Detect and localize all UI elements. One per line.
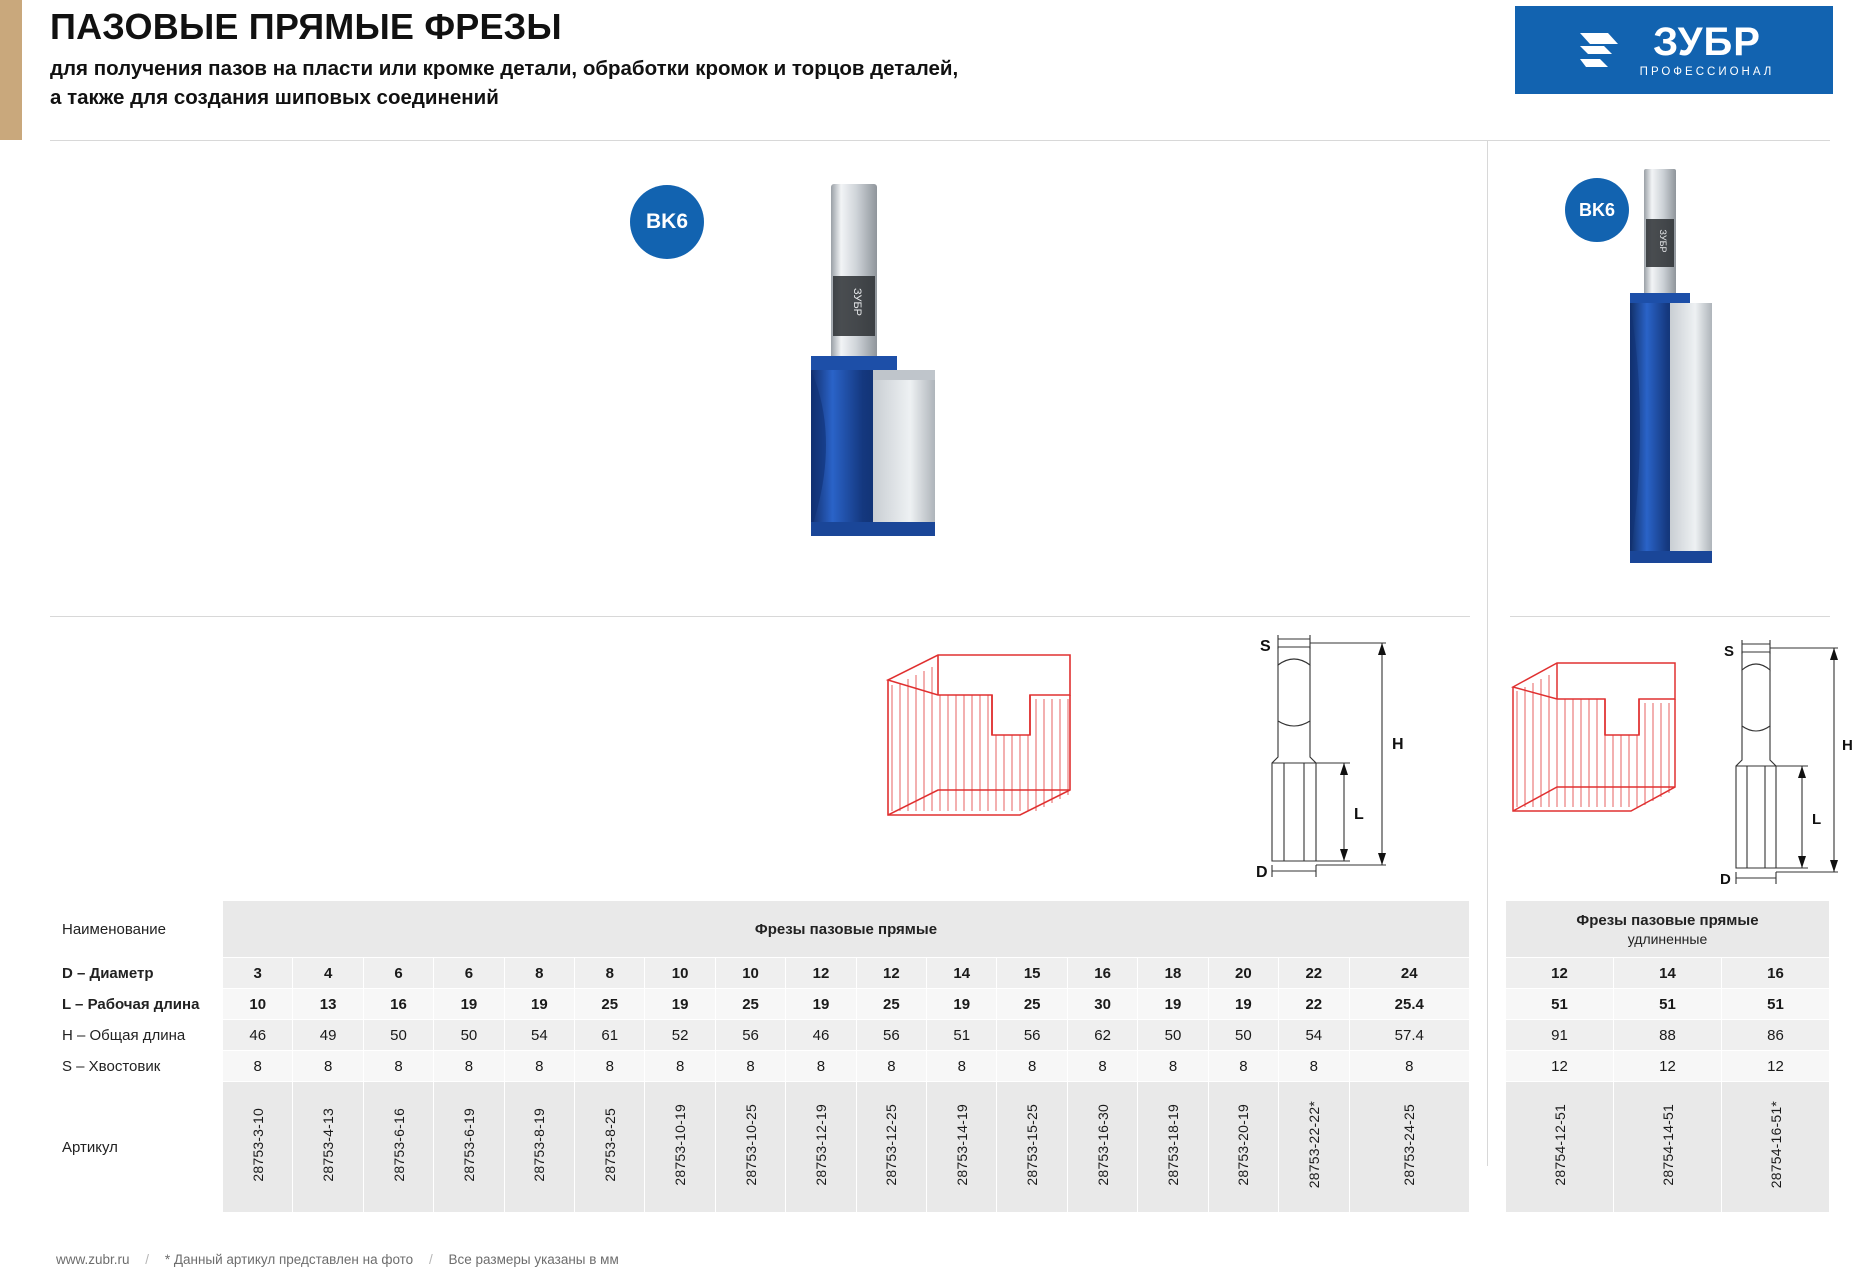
table-cell: 3 <box>223 958 293 989</box>
table-cell: 8 <box>223 1051 293 1082</box>
table-cell-article: 28753-6-19 <box>434 1082 504 1213</box>
specs-table-standard <box>50 900 1470 1213</box>
zubr-arrow-icon <box>1574 24 1626 76</box>
table-cell: 19 <box>786 989 856 1020</box>
dimension-drawing-left <box>1160 625 1460 895</box>
table-cell: 19 <box>927 989 997 1020</box>
table-cell: 56 <box>997 1020 1067 1051</box>
svg-text:D: D <box>1256 864 1268 881</box>
table-cell: 12 <box>786 958 856 989</box>
page-subtitle-line2: а также для создания шиповых соединений <box>50 86 499 110</box>
table-row <box>1506 1020 1830 1051</box>
table-cell: 10 <box>223 989 293 1020</box>
table-cell: 8 <box>1208 1051 1278 1082</box>
footer-note-photo: * Данный артикул представлен на фото <box>164 1252 414 1267</box>
table-row <box>50 1082 1470 1213</box>
table-cell: 19 <box>504 989 574 1020</box>
table-row <box>50 901 1470 958</box>
table-cell: 22 <box>1279 989 1349 1020</box>
table-cell: 54 <box>504 1020 574 1051</box>
table-cell: 8 <box>1067 1051 1137 1082</box>
table-cell: 25.4 <box>1349 989 1470 1020</box>
table-row <box>50 1051 1470 1082</box>
table-cell: 18 <box>1138 958 1208 989</box>
svg-text:ЗУБР: ЗУБР <box>1658 229 1668 253</box>
table-cell: 16 <box>363 989 433 1020</box>
technical-drawing-left <box>880 625 1160 895</box>
table-row <box>50 1020 1470 1051</box>
table-row-label: D – Диаметр <box>50 958 223 989</box>
table-cell: 88 <box>1614 1020 1722 1051</box>
table-cell: 61 <box>575 1020 645 1051</box>
footer <box>50 1252 625 1267</box>
table-cell-article: 28753-15-25 <box>997 1082 1067 1213</box>
table-row <box>50 958 1470 989</box>
table-cell-article: 28753-8-19 <box>504 1082 574 1213</box>
table-cell-article: 28753-4-13 <box>293 1082 363 1213</box>
table-cell: 57.4 <box>1349 1020 1470 1051</box>
table-cell: 25 <box>715 989 785 1020</box>
footer-site[interactable]: www.zubr.ru <box>56 1252 130 1267</box>
svg-text:S: S <box>1260 638 1271 655</box>
table-cell: 50 <box>363 1020 433 1051</box>
table-cell-article: 28753-24-25 <box>1349 1082 1470 1213</box>
footer-sep-1: / <box>145 1252 150 1267</box>
table-cell: 8 <box>434 1051 504 1082</box>
table-cell: 8 <box>715 1051 785 1082</box>
table-cell: 86 <box>1722 1020 1830 1051</box>
table-cell: 56 <box>856 1020 926 1051</box>
svg-text:H: H <box>1392 736 1404 753</box>
table-cell-article: 28753-14-19 <box>927 1082 997 1213</box>
table-cell-article: 28753-12-25 <box>856 1082 926 1213</box>
table-cell-article: 28753-10-25 <box>715 1082 785 1213</box>
table-cell: 50 <box>1208 1020 1278 1051</box>
table-cell: 51 <box>1722 989 1830 1020</box>
table-cell: 30 <box>1067 989 1137 1020</box>
table-cell: 46 <box>223 1020 293 1051</box>
technical-drawing-right <box>1505 635 1705 895</box>
table-cell: 12 <box>1506 958 1614 989</box>
page-subtitle <box>50 54 1470 112</box>
table-group-title-extended: Фрезы пазовые прямые удлиненные <box>1506 901 1830 958</box>
table-cell: 49 <box>293 1020 363 1051</box>
table-cell: 8 <box>927 1051 997 1082</box>
brand-tagline: ПРОФЕССИОНАЛ <box>1639 65 1775 78</box>
table-row <box>1506 989 1830 1020</box>
divider-right-block <box>1510 616 1830 617</box>
table-cell: 14 <box>1614 958 1722 989</box>
badge-material-right: BK6 <box>1565 178 1629 242</box>
table-cell: 6 <box>434 958 504 989</box>
table-cell: 13 <box>293 989 363 1020</box>
table-cell: 15 <box>997 958 1067 989</box>
svg-text:ЗУБР: ЗУБР <box>851 287 863 317</box>
table-cell-article: 28753-22-22* <box>1279 1082 1349 1213</box>
table-cell: 19 <box>434 989 504 1020</box>
table-cell-article: 28753-16-30 <box>1067 1082 1137 1213</box>
brand-name: ЗУБР <box>1653 19 1761 64</box>
table-cell: 19 <box>645 989 715 1020</box>
table-cell: 16 <box>1067 958 1137 989</box>
table-cell: 91 <box>1506 1020 1614 1051</box>
svg-text:L: L <box>1812 811 1822 828</box>
table-row <box>1506 1082 1830 1213</box>
footer-sep-2: / <box>428 1252 433 1267</box>
table-cell-article: 28753-18-19 <box>1138 1082 1208 1213</box>
svg-text:S: S <box>1724 643 1735 660</box>
table-cell-article: 28754-16-51* <box>1722 1082 1830 1213</box>
table-cell: 51 <box>927 1020 997 1051</box>
table-cell: 56 <box>715 1020 785 1051</box>
table-cell: 25 <box>575 989 645 1020</box>
table-cell: 24 <box>1349 958 1470 989</box>
table-cell: 8 <box>645 1051 715 1082</box>
table-row <box>50 989 1470 1020</box>
svg-text:H: H <box>1842 737 1853 754</box>
svg-text:L: L <box>1354 806 1364 823</box>
table-header-name: Наименование <box>50 901 223 958</box>
table-cell: 6 <box>363 958 433 989</box>
page-header <box>0 0 1869 140</box>
table-cell-article: 28753-8-25 <box>575 1082 645 1213</box>
table-row <box>1506 1051 1830 1082</box>
table-cell: 12 <box>856 958 926 989</box>
table-cell-article: 28754-14-51 <box>1614 1082 1722 1213</box>
specs-table-extended <box>1505 900 1830 1213</box>
table-cell: 54 <box>1279 1020 1349 1051</box>
table-cell: 14 <box>927 958 997 989</box>
table-cell: 50 <box>434 1020 504 1051</box>
table-cell: 8 <box>504 1051 574 1082</box>
table-cell: 25 <box>997 989 1067 1020</box>
table-cell-article: 28753-20-19 <box>1208 1082 1278 1213</box>
table-cell: 8 <box>856 1051 926 1082</box>
table-group-title: Фрезы пазовые прямые <box>223 901 1470 958</box>
footer-note-units: Все размеры указаны в мм <box>448 1252 619 1267</box>
dimension-drawing-right <box>1700 630 1860 895</box>
table-cell-article: 28753-3-10 <box>223 1082 293 1213</box>
table-cell: 52 <box>645 1020 715 1051</box>
table-row <box>1506 958 1830 989</box>
table-cell: 12 <box>1614 1051 1722 1082</box>
table-cell-article: 28753-12-19 <box>786 1082 856 1213</box>
table-cell: 8 <box>997 1051 1067 1082</box>
table-cell: 8 <box>575 958 645 989</box>
brand-logo <box>1515 6 1833 94</box>
table-cell: 62 <box>1067 1020 1137 1051</box>
page-title: ПАЗОВЫЕ ПРЯМЫЕ ФРЕЗЫ <box>50 6 562 47</box>
table-cell: 25 <box>856 989 926 1020</box>
table-cell: 51 <box>1506 989 1614 1020</box>
table-cell: 50 <box>1138 1020 1208 1051</box>
table-cell: 8 <box>1138 1051 1208 1082</box>
svg-text:D: D <box>1720 871 1731 888</box>
table-cell-article: 28753-6-16 <box>363 1082 433 1213</box>
table-cell: 8 <box>786 1051 856 1082</box>
table-row-label: L – Рабочая длина <box>50 989 223 1020</box>
table-cell: 10 <box>715 958 785 989</box>
table-cell: 8 <box>504 958 574 989</box>
table-cell: 12 <box>1722 1051 1830 1082</box>
page-subtitle-line1: для получения пазов на пласти или кромке детали, обработки кромок и торцов деталей, <box>50 57 959 80</box>
table-cell: 19 <box>1138 989 1208 1020</box>
table-cell: 46 <box>786 1020 856 1051</box>
table-cell: 16 <box>1722 958 1830 989</box>
table-cell: 19 <box>1208 989 1278 1020</box>
table-row-label: H – Общая длина <box>50 1020 223 1051</box>
table-cell-article: 28753-10-19 <box>645 1082 715 1213</box>
table-cell: 8 <box>293 1051 363 1082</box>
divider-left-block <box>50 616 1470 617</box>
table-row <box>1506 901 1830 958</box>
table-cell: 8 <box>363 1051 433 1082</box>
table-cell: 51 <box>1614 989 1722 1020</box>
divider-header <box>50 140 1830 141</box>
table-cell: 8 <box>1279 1051 1349 1082</box>
table-cell: 12 <box>1506 1051 1614 1082</box>
table-cell: 10 <box>645 958 715 989</box>
table-cell: 22 <box>1279 958 1349 989</box>
table-cell: 8 <box>1349 1051 1470 1082</box>
badge-material-left: BK6 <box>630 185 704 259</box>
table-cell: 4 <box>293 958 363 989</box>
divider-vertical <box>1487 141 1488 1166</box>
table-row-label: Артикул <box>50 1082 223 1213</box>
table-cell: 8 <box>575 1051 645 1082</box>
table-cell-article: 28754-12-51 <box>1506 1082 1614 1213</box>
table-cell: 20 <box>1208 958 1278 989</box>
router-bit-standard-image <box>745 180 975 600</box>
table-row-label: S – Хвостовик <box>50 1051 223 1082</box>
